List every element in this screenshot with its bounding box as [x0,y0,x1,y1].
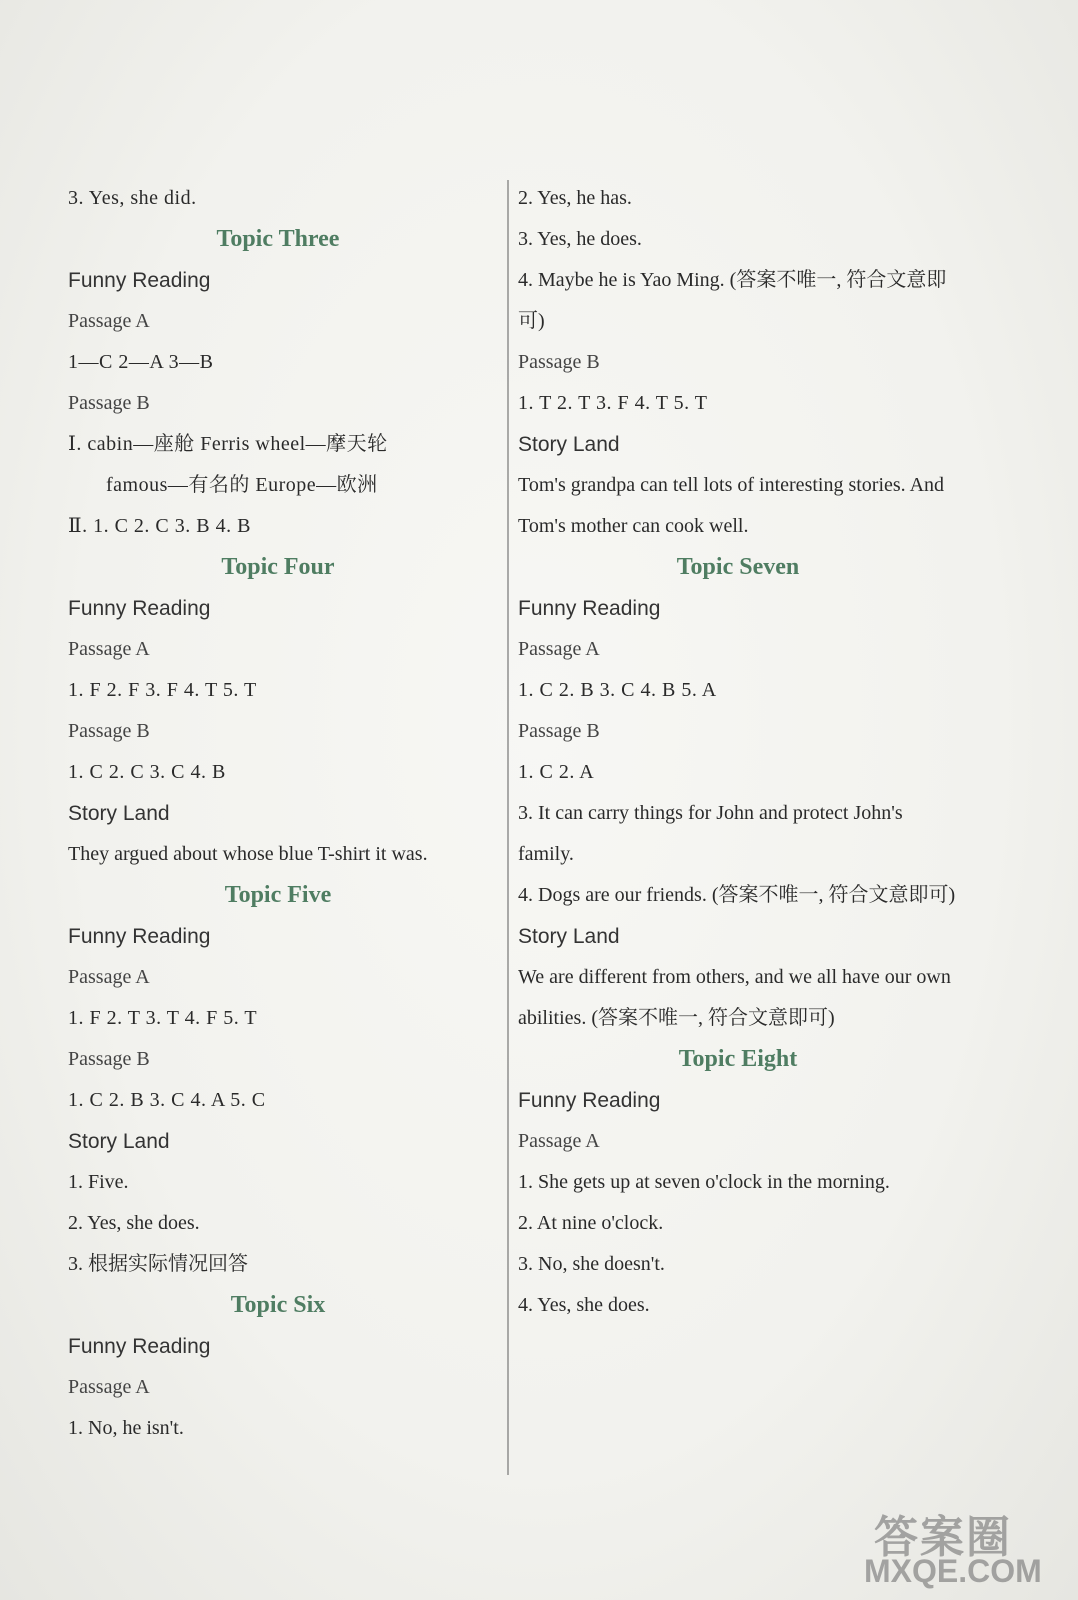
passage-label: Passage A [68,966,150,988]
passage-label: Passage B [518,720,600,742]
answer-line: 1. F 2. F 3. F 4. T 5. T [68,679,257,701]
topic-heading: Topic Four [221,554,335,580]
answer-line: 3. Yes, he does. [518,228,642,250]
topic-heading: Topic Five [224,882,332,908]
passage-label: Passage B [518,351,600,373]
answer-line: 3. It can carry things for John and protect John's family. [518,802,903,865]
answer-line: We are different from others, and we all have our own abilities. (答案不唯一, 符合文意即可) [518,966,951,1029]
answer-line: 4. Maybe he is Yao Ming. (答案不唯一, 符合文意即可) [518,269,947,332]
answer-line: 1. C 2. B 3. C 4. B 5. A [518,679,717,701]
answer-line: 4. Dogs are our friends. (答案不唯一, 符合文意即可) [518,884,956,906]
answer-line: 1—C 2—A 3—B [68,351,214,373]
vocab-line: Ⅰ. cabin—座舱 Ferris wheel—摩天轮 [68,433,388,455]
section-label: Funny Reading [68,1335,211,1358]
answer-line: 1. Five. [68,1171,129,1193]
section-label: Story Land [68,802,170,825]
answer-line: 1. T 2. T 3. F 4. T 5. T [518,392,708,414]
passage-label: Passage B [68,720,150,742]
section-label: Funny Reading [68,597,211,620]
topic-heading: Topic Six [230,1292,326,1318]
watermark-logo-text: 答案圈 [874,1512,1012,1563]
topic-heading: Topic Three [216,226,340,252]
answer-line: 2. Yes, she does. [68,1212,200,1234]
vocab-line: famous—有名的 Europe—欧洲 [106,474,378,496]
passage-label: Passage A [518,638,600,660]
answer-line: 4. Yes, she does. [518,1294,650,1316]
column-divider [507,180,509,1475]
answer-line: 1. No, he isn't. [68,1417,184,1439]
answer-line: 2. Yes, he has. [518,187,632,209]
answer-line: Tom's grandpa can tell lots of interesting stories. And Tom's mother can cook well. [518,474,945,537]
answer-line: 1. She gets up at seven o'clock in the morning. [518,1171,890,1193]
section-label: Funny Reading [518,597,661,620]
answer-line: 3. 根据实际情况回答 [68,1253,248,1275]
section-label: Funny Reading [68,269,211,292]
answer-line: 1. F 2. T 3. T 4. F 5. T [68,1007,258,1029]
answer-line: 1. C 2. A [518,761,595,783]
answer-line: 1. C 2. B 3. C 4. A 5. C [68,1089,266,1111]
section-label: Funny Reading [518,1089,661,1112]
right-column [518,178,958,1326]
answer-line: 1. C 2. C 3. C 4. B [68,761,226,783]
topic-heading: Topic Seven [676,554,800,580]
passage-label: Passage A [68,310,150,332]
answer-line: 3. No, she doesn't. [518,1253,665,1275]
left-column [68,178,488,1449]
watermark-url: MXQE.COM [864,1553,1042,1589]
topic-heading: Topic Eight [678,1046,798,1072]
answer-line: They argued about whose blue T-shirt it was. [68,843,428,865]
section-label: Story Land [518,433,620,456]
section-label: Funny Reading [68,925,211,948]
section-label: Story Land [68,1130,170,1153]
section-label: Story Land [518,925,620,948]
passage-label: Passage A [68,638,150,660]
passage-label: Passage B [68,392,150,414]
passage-label: Passage A [518,1130,600,1152]
answer-line: 3. Yes, she did. [68,187,197,209]
site-watermark [854,1497,1064,1592]
passage-label: Passage B [68,1048,150,1070]
passage-label: Passage A [68,1376,150,1398]
answer-line: 2. At nine o'clock. [518,1212,664,1234]
answer-line: Ⅱ. 1. C 2. C 3. B 4. B [68,515,251,537]
